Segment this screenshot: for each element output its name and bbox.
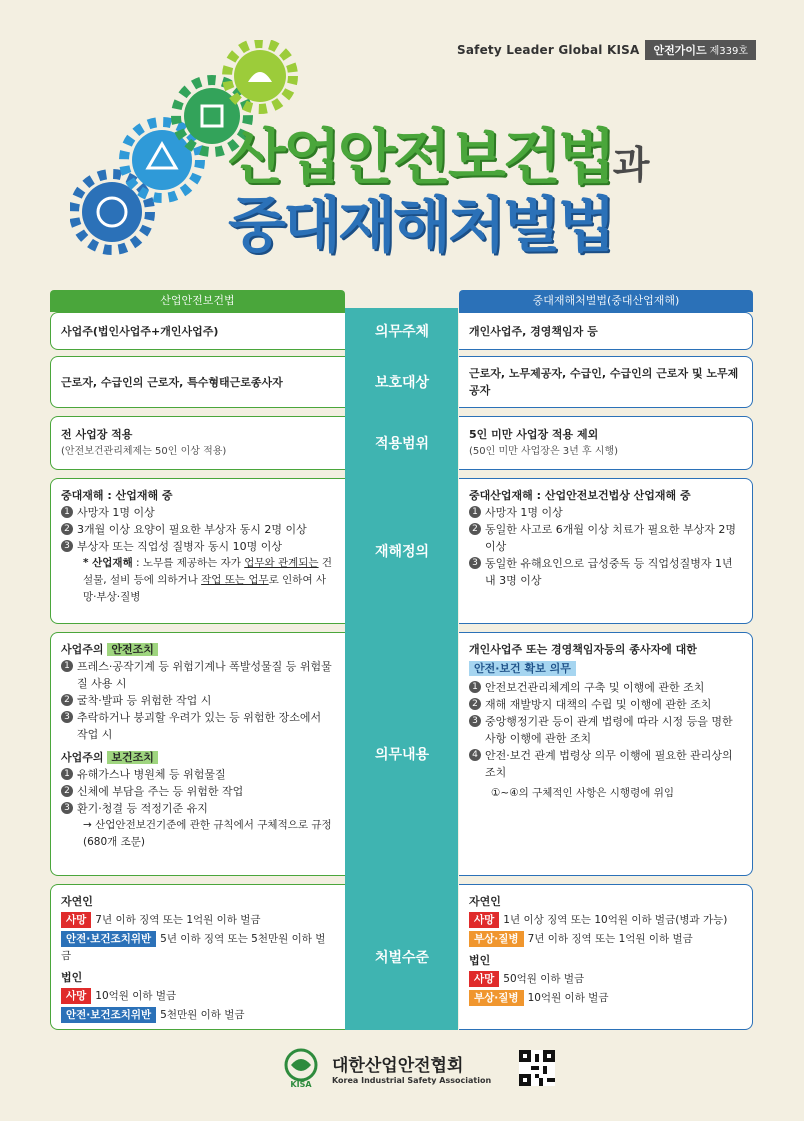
row-protect [50,356,753,408]
list-item [469,679,742,696]
define-left-note [61,555,335,606]
tag-death: 사망 [469,912,499,928]
brand-text: Safety Leader Global KISA [457,43,640,57]
penalty-text: 10억원 이하 벌금 [95,990,177,1002]
duty-left-heading-2 [61,749,335,766]
duty-right-tag-wrap [469,660,742,677]
row-define [50,478,753,624]
duty-right-cell [459,632,753,876]
note-underline-1: 업무와 관계되는 [244,557,319,569]
note-head: * 산업재해 [83,557,133,569]
define-left-title: 중대재해 : 산업재해 중 [61,489,173,502]
list-item [61,766,335,783]
number-2-icon: 2 [61,523,73,535]
note-underline-2: 작업 또는 업무 [201,574,269,586]
penalty-text: 10억원 이하 벌금 [527,992,609,1004]
row-duty [50,632,753,876]
penalty-left-cell [50,884,345,1030]
gear-lightblue-icon [124,122,200,198]
tag-death: 사망 [469,971,499,987]
protect-right-cell [459,356,753,408]
guide-label: 안전가이드 [653,44,707,57]
label-subject: 의무주체 [374,324,430,340]
duty-right-item-4: 안전·보건 관계 법령상 의무 이행에 필요한 관리상의 조치 [485,749,733,779]
number-4-icon: 4 [469,749,481,761]
list-item [61,521,335,538]
duty-h2-tag: 보건조치 [107,751,158,764]
scope-left-sub: (안전보건관리체제는 50인 이상 적용) [61,446,227,457]
duty-left-item-2: 굴착·발파 등 위험한 작업 시 [77,694,212,707]
duty-left-arrow-note: → 산업안전보건기준에 관한 규칙에서 구체적으로 규정 (680개 조문) [83,819,332,848]
issue-number: 제339호 [709,46,748,57]
penalty-row [469,912,742,929]
kisa-logo-text: KISA [290,1080,312,1088]
tab-serious-accident-law: 중대재해처벌법(중대산업재해) [459,290,753,312]
row-scope [50,416,753,470]
list-item [61,709,335,743]
penalty-row [61,1007,335,1024]
subject-right-cell [459,312,753,350]
duty-h2-prefix: 사업주의 [61,751,104,764]
penalty-right-corp: 법인 [469,954,491,967]
number-3-icon: 3 [469,557,481,569]
label-penalty: 처벌수준 [374,950,430,966]
number-3-icon: 3 [469,715,481,727]
list-item [61,800,335,817]
title-line1 [228,123,649,193]
define-right-title: 중대산업재해 : 산업안전보건법상 산업재해 중 [469,489,691,502]
kisa-logo-icon [280,1048,322,1088]
number-1-icon: 1 [469,681,481,693]
list-item [469,555,742,589]
subject-left: 사업주(법인사업주+개인사업주) [61,324,219,338]
scope-right-sub: (50인 미만 사업장은 3년 후 시행) [469,446,619,457]
number-3-icon: 3 [61,711,73,723]
penalty-left-person: 자연인 [61,895,93,908]
duty-right-item-1: 안전보건관리체계의 구축 및 이행에 관한 조치 [485,681,705,694]
duty-right-note: ①~④의 구체적인 사항은 시행령에 위임 [491,787,674,799]
penalty-text: 5년 이하 징역 또는 5천만원 이하 벌금 [61,933,326,962]
header-brand [457,40,756,60]
duty-right-item-3: 중앙행정기관 등이 관계 법령에 따라 시정 등을 명한 사항 이행에 관한 조치 [485,715,733,745]
org-name-en: Korea Industrial Safety Association [332,1076,492,1085]
penalty-row [469,931,742,948]
title-line1-suffix: 과 [612,143,649,187]
tab-industrial-safety-law: 산업안전보건법 [50,290,345,312]
duty-left-item-1: 프레스·공작기계 등 위험기계나 폭발성물질 등 위험물질 사용 시 [77,660,332,690]
number-3-icon: 3 [61,802,73,814]
penalty-right-person: 자연인 [469,895,501,908]
note-part-c: 로 인하여 사망·부상·질병 [83,574,327,603]
label-duty: 의무내용 [374,747,430,763]
define-right-item-1: 사망자 1명 이상 [485,506,563,519]
label-define: 재해정의 [374,544,430,560]
list-item [61,538,335,555]
tag-death: 사망 [61,912,91,928]
qr-code-icon[interactable] [519,1050,555,1086]
number-1-icon: 1 [61,768,73,780]
subject-right: 개인사업주, 경영책임자 등 [469,324,598,338]
duty-left-item-5: 신체에 부담을 주는 등 위험한 작업 [77,785,244,798]
duty-left-item-6: 환기·청결 등 적정기준 유지 [77,802,208,815]
scope-left-main: 전 사업장 적용 [61,428,133,441]
penalty-right-cell [459,884,753,1030]
penalty-text: 1년 이상 징역 또는 10억원 이하 벌금(병과 가능) [503,914,728,926]
row-subject [50,312,753,350]
define-left-item-2: 3개월 이상 요양이 필요한 부상자 동시 2명 이상 [77,523,307,536]
title-line2: 중대재해처벌법 [228,191,613,261]
list-item [61,658,335,692]
list-item [469,713,742,747]
list-item [469,747,742,781]
number-3-icon: 3 [61,540,73,552]
duty-right-tag: 안전·보건 확보 의무 [469,661,576,676]
number-1-icon: 1 [469,506,481,518]
number-2-icon: 2 [469,698,481,710]
subject-left-cell [50,312,345,350]
define-left-item-1: 사망자 1명 이상 [77,506,155,519]
guide-badge [645,40,756,60]
list-item [469,521,742,555]
number-1-icon: 1 [61,660,73,672]
duty-right-item-2: 재해 재발방지 대책의 수립 및 이행에 관한 조치 [485,698,712,711]
define-right-cell [459,478,753,624]
protect-left: 근로자, 수급인의 근로자, 특수형태근로종사자 [61,375,283,389]
list-item [469,504,742,521]
label-protect: 보호대상 [374,375,430,391]
duty-left-item-3: 추락하거나 붕괴할 우려가 있는 등 위험한 장소에서 작업 시 [77,711,322,741]
duty-right-title: 개인사업주 또는 경영책임자등의 종사자에 대한 [469,643,697,656]
scope-left-cell [50,416,345,470]
define-left-cell [50,478,345,624]
penalty-text: 7년 이하 징역 또는 1억원 이하 벌금 [95,914,261,926]
tag-violation: 안전·보건조치위반 [61,1007,156,1023]
duty-left-heading-1 [61,641,335,658]
gear-lime-icon [227,43,293,109]
penalty-row [61,912,335,929]
label-scope: 적용범위 [374,436,430,452]
list-item [61,692,335,709]
duty-h1-prefix: 사업주의 [61,643,104,656]
scope-right-cell [459,416,753,470]
penalty-row [61,931,335,965]
scope-right-main: 5인 미만 사업장 적용 제외 [469,428,599,441]
define-right-item-2: 동일한 사고로 6개월 이상 치료가 필요한 부상자 2명 이상 [485,523,736,553]
penalty-row [469,990,742,1007]
protect-right: 근로자, 노무제공자, 수급인, 수급인의 근로자 및 노무제공자 [469,367,739,397]
org-name [332,1051,491,1085]
org-name-ko: 대한산업안전협회 [332,1056,464,1076]
penalty-text: 5천만원 이하 벌금 [160,1009,245,1021]
protect-left-cell [50,356,345,408]
row-penalty [50,884,753,1030]
gear-blue-icon [74,174,150,250]
list-item [469,696,742,713]
number-1-icon: 1 [61,506,73,518]
duty-left-cell [50,632,345,876]
penalty-row [469,971,742,988]
number-2-icon: 2 [61,785,73,797]
number-2-icon: 2 [61,694,73,706]
note-part-b: 건설물, 설비 등에 의하거나 [83,557,333,586]
number-2-icon: 2 [469,523,481,535]
define-left-item-3: 부상자 또는 직업성 질병자 동시 10명 이상 [77,540,282,553]
duty-h1-tag: 안전조치 [107,643,158,656]
penalty-row [61,988,335,1005]
penalty-left-corp: 법인 [61,971,83,984]
tag-injury: 부상·질병 [469,931,524,947]
tag-injury: 부상·질병 [469,990,524,1006]
penalty-text: 7년 이하 징역 또는 1억원 이하 벌금 [527,933,693,945]
title-line1-main: 산업안전보건법 [228,123,613,193]
list-item [61,504,335,521]
tag-violation: 안전·보건조치위반 [61,931,156,947]
penalty-text: 50억원 이하 벌금 [503,973,585,985]
duty-left-item-4: 유해가스나 병원체 등 위험물질 [77,768,226,781]
define-right-item-3: 동일한 유해요인으로 급성중독 등 직업성질병자 1년 내 3명 이상 [485,557,733,587]
note-part-a: : 노무를 제공하는 자가 [132,557,245,569]
list-item [61,783,335,800]
tag-death: 사망 [61,988,91,1004]
footer [280,1048,555,1088]
